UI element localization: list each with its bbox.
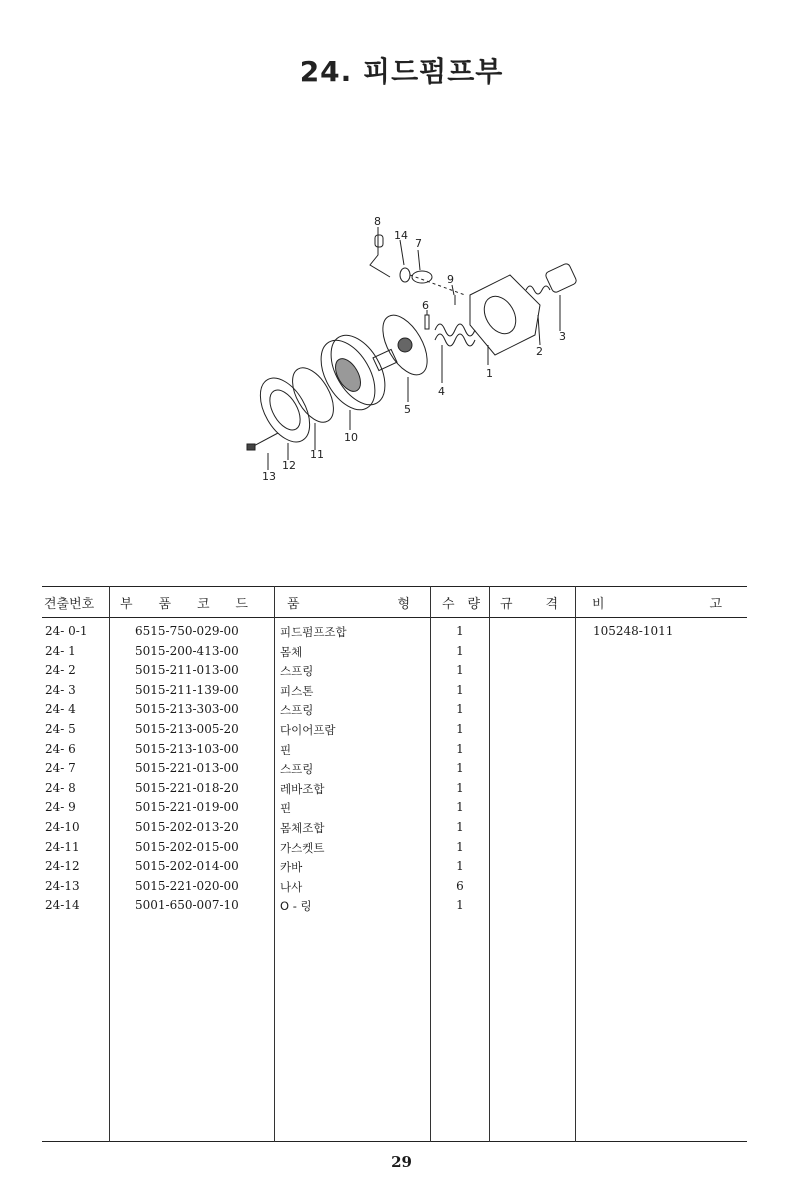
part-7-spring [412, 271, 432, 283]
header-spec: 규 격 [500, 597, 558, 612]
cell-part-name: 피드펌프조합 [280, 625, 347, 639]
cell-part-code: 5015-221-020-00 [135, 878, 239, 893]
table-row [0, 781, 803, 801]
callout-10: 10 [344, 431, 358, 444]
cell-quantity: 1 [456, 663, 464, 678]
callout-5: 5 [404, 403, 411, 416]
table-row [0, 644, 803, 664]
cell-part-number: 24- 8 [45, 780, 76, 795]
cell-part-number: 24- 5 [45, 721, 76, 736]
cell-part-name: 핀 [280, 801, 292, 816]
alignment-line [410, 275, 465, 295]
cell-quantity: 1 [456, 839, 464, 854]
page-title: 24. 피드펌프부 [299, 55, 504, 88]
cell-part-name: 카바 [280, 860, 303, 875]
part-12-cover-inner [264, 385, 307, 435]
cell-part-code: 6515-750-029-00 [135, 624, 239, 638]
cell-remarks: 105248-1011 [593, 624, 674, 638]
cell-quantity: 1 [456, 800, 464, 815]
cell-part-number: 24-10 [45, 819, 80, 834]
table-row [0, 722, 803, 742]
table-row [0, 859, 803, 879]
cell-part-name: O - 링 [280, 899, 312, 914]
header-part-code: 부 품 코 드 [120, 597, 248, 612]
cell-part-number: 24-14 [45, 898, 80, 913]
part-14-oring [400, 268, 410, 282]
table-row [0, 820, 803, 840]
callout-14: 14 [394, 229, 408, 242]
cell-quantity: 1 [456, 721, 464, 736]
cell-part-code: 5015-202-014-00 [135, 859, 239, 874]
cell-part-number: 24- 1 [45, 643, 76, 658]
callout-6: 6 [422, 299, 429, 312]
header-remarks: 비 고 [592, 597, 722, 612]
callout-12: 12 [282, 459, 296, 472]
cell-part-number: 24- 9 [45, 800, 76, 815]
cell-part-code: 5015-213-303-00 [135, 702, 239, 717]
cell-part-code: 5001-650-007-10 [135, 898, 239, 913]
cell-part-number: 24- 4 [45, 702, 76, 717]
table-row [0, 663, 803, 683]
part-1-bore [478, 291, 522, 340]
header-part-number: 견출번호 [44, 597, 95, 612]
cell-part-number: 24- 0-1 [45, 624, 88, 638]
table-row [0, 840, 803, 860]
exploded-view-diagram [230, 205, 590, 495]
callout-13: 13 [262, 470, 276, 483]
cell-part-number: 24- 3 [45, 682, 76, 697]
table-row [0, 702, 803, 722]
cell-part-code: 5015-213-103-00 [135, 741, 239, 756]
page-number: 29 [391, 1153, 412, 1171]
callout-4: 4 [438, 385, 445, 398]
cell-quantity: 1 [456, 761, 464, 776]
cell-part-name: 몸체조합 [280, 820, 325, 835]
cell-part-number: 24-13 [45, 878, 80, 893]
cell-part-code: 5015-211-013-00 [135, 663, 239, 678]
cell-part-code: 5015-202-013-20 [135, 819, 239, 834]
callout-9: 9 [447, 273, 454, 286]
header-quantity: 수 량 [442, 597, 480, 612]
cell-part-number: 24-12 [45, 859, 80, 874]
cell-quantity: 1 [456, 643, 464, 658]
callout-7: 7 [415, 237, 422, 250]
cell-part-name: 스프링 [280, 703, 314, 718]
cell-part-code: 5015-221-018-20 [135, 780, 239, 795]
part-1-body [470, 275, 540, 355]
cell-part-name: 가스켓트 [280, 840, 325, 855]
cell-quantity: 1 [456, 898, 464, 913]
part-12-cover [250, 370, 320, 451]
cell-part-name: 스프링 [280, 664, 314, 679]
exploded-view-svg [230, 205, 590, 495]
cell-part-number: 24-11 [45, 839, 80, 854]
cell-part-name: 몸체 [280, 644, 303, 659]
table-top-rule [42, 586, 747, 587]
table-row [0, 800, 803, 820]
cell-part-code: 5015-221-013-00 [135, 761, 239, 776]
cell-quantity: 1 [456, 859, 464, 874]
cell-part-name: 핀 [280, 742, 292, 757]
table-row [0, 761, 803, 781]
cell-part-name: 나사 [280, 879, 303, 894]
part-8-lever-tip [375, 235, 383, 247]
part-6-pin [425, 315, 429, 329]
part-10-nozzle [373, 349, 397, 370]
callout-3: 3 [559, 330, 566, 343]
cell-quantity: 1 [456, 741, 464, 756]
part-5-center [398, 338, 412, 352]
callout-11: 11 [310, 448, 324, 461]
callout-8: 8 [374, 215, 381, 228]
cell-part-name: 피스톤 [280, 683, 314, 698]
cell-part-code: 5015-200-413-00 [135, 643, 239, 658]
cell-part-name: 레바조합 [280, 781, 325, 796]
cell-part-code: 5015-221-019-00 [135, 800, 239, 815]
cell-quantity: 6 [456, 878, 464, 893]
cell-quantity: 1 [456, 682, 464, 697]
part-8-lever [370, 230, 390, 277]
header-part-name: 품 형 [287, 597, 410, 612]
cell-part-name: 다이어프람 [280, 722, 336, 737]
table-header-rule [42, 617, 747, 618]
table-row [0, 624, 803, 644]
table-row [0, 879, 803, 899]
parts-table-body [0, 624, 803, 918]
cell-part-number: 24- 6 [45, 741, 76, 756]
table-row [0, 683, 803, 703]
cell-quantity: 1 [456, 702, 464, 717]
cell-quantity: 1 [456, 819, 464, 834]
cell-part-number: 24- 2 [45, 663, 76, 678]
cell-quantity: 1 [456, 624, 464, 638]
table-bottom-rule [42, 1141, 747, 1142]
part-11-gasket [284, 361, 342, 429]
part-13-head [247, 444, 255, 450]
cell-quantity: 1 [456, 780, 464, 795]
cell-part-code: 5015-202-015-00 [135, 839, 239, 854]
table-row [0, 898, 803, 918]
cell-part-code: 5015-213-005-20 [135, 721, 239, 736]
cell-part-code: 5015-211-139-00 [135, 682, 239, 697]
table-row [0, 742, 803, 762]
cell-part-number: 24- 7 [45, 761, 76, 776]
part-2-spring [526, 286, 550, 294]
cell-part-name: 스프링 [280, 762, 314, 777]
callout-1: 1 [486, 367, 493, 380]
callout-2: 2 [536, 345, 543, 358]
